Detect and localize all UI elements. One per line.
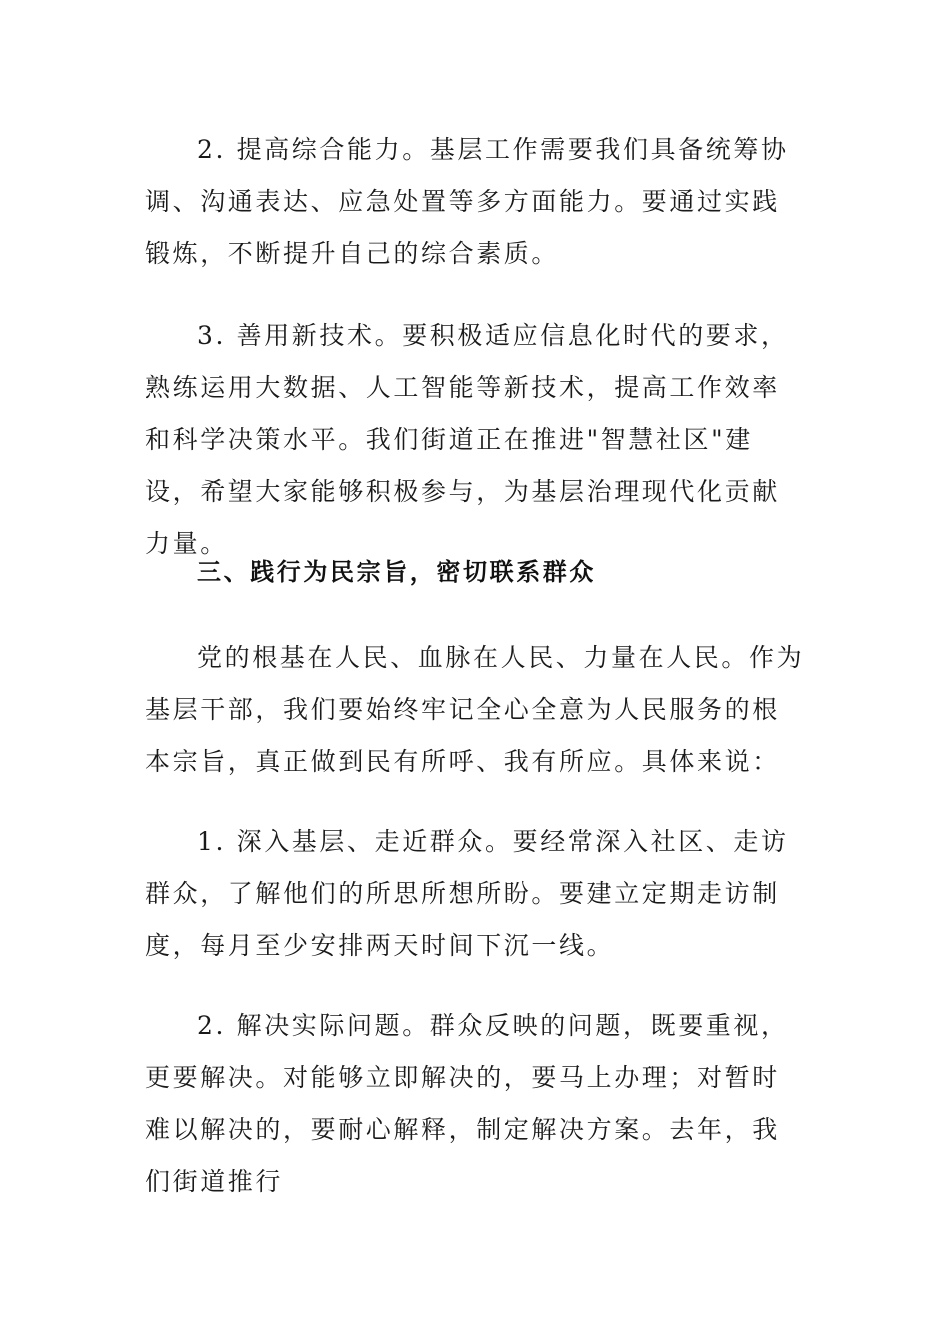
paragraph-party-roots: 党的根基在人民、血脉在人民、力量在人民。作为基层干部，我们要始终牢记全心全意为人民服务的根本宗旨，真正做到民有所呼、我有所应。具体来说： bbox=[145, 643, 805, 776]
paragraph-new-technology: 3. 善用新技术。要积极适应信息化时代的要求，熟练运用大数据、人工智能等新技术，提高工作效率和科学决策水平。我们街道正在推进"智慧社区"建设，希望大家能够积极参与，为基层治理现代化贡献力量。 bbox=[145, 321, 789, 558]
paragraph-comprehensive-ability: 2. 提高综合能力。基层工作需要我们具备统筹协调、沟通表达、应急处置等多方面能力。要通过实践锻炼，不断提升自己的综合素质。 bbox=[145, 135, 789, 268]
paragraph-go-deep-grassroots: 1. 深入基层、走近群众。要经常深入社区、走访群众，了解他们的所思所想所盼。要建立定期走访制度，每月至少安排两天时间下沉一线。 bbox=[145, 827, 789, 960]
paragraph-solve-problems: 2. 解决实际问题。群众反映的问题，既要重视，更要解决。对能够立即解决的，要马上办理；对暂时难以解决的，要耐心解释，制定解决方案。去年，我们街道推行 bbox=[145, 1011, 789, 1196]
section-heading-serve-people: 三、践行为民宗旨，密切联系群众 bbox=[197, 558, 596, 586]
